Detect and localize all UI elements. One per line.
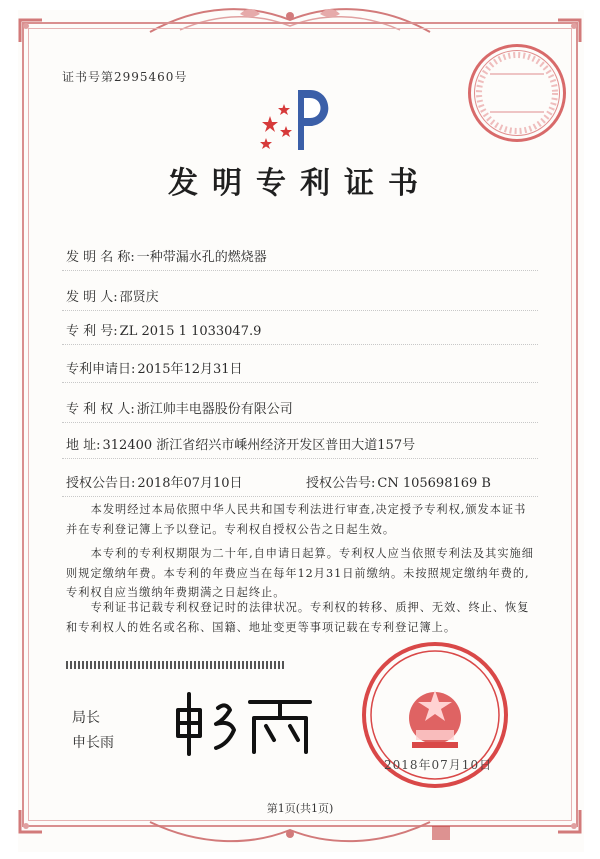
patent-number-row (66, 320, 261, 339)
field-label: 发 明 名 称: (66, 250, 135, 265)
term-paragraph: 本专利的专利权期限为二十年,自申请日起算。专利权人应当依照专利法及其实施细则规定缴纳年费。本专利的年费应当在每年12月31日前缴纳。未按照规定缴纳年费的,专利权自应当缴纳年费期满之日起终止。 (66, 547, 534, 599)
patentee-row (66, 398, 293, 417)
field-value: CN 105698169 B (377, 476, 491, 491)
top-right-stamp (468, 44, 566, 142)
field-value: 312400 浙江省绍兴市嵊州经济开发区普田大道157号 (102, 438, 416, 453)
field-label: 专 利 权 人: (66, 402, 135, 417)
statement-paragraph: 本发明经过本局依照中华人民共和国专利法进行审查,决定授予专利权,颁发本证书并在专利登记簿上予以登记。专利权自授权公告之日起生效。 (66, 503, 527, 536)
divider (62, 270, 538, 271)
watermark-icon (432, 826, 450, 840)
field-value: 邵贤庆 (119, 290, 159, 305)
field-label: 授权公告号: (306, 476, 376, 491)
application-date-row (66, 358, 243, 377)
inventor-row (66, 286, 159, 305)
watermark (432, 822, 582, 844)
certificate-title: 发明专利证书 (168, 166, 432, 201)
barcode-strip (66, 661, 286, 669)
divider (62, 344, 538, 345)
corner-ornament-icon (18, 18, 44, 44)
grant-date-row (66, 472, 243, 491)
field-label: 地 址: (66, 438, 101, 453)
field-value: 一种带漏水孔的燃烧器 (136, 250, 267, 265)
invention-name-row (66, 246, 267, 265)
field-label: 专利申请日: (66, 362, 136, 377)
signer-name: 申长雨 (72, 735, 114, 751)
signer-title: 局长 (72, 710, 100, 726)
certificate-number: 证书号第2995460号 (62, 70, 188, 84)
divider (62, 382, 538, 383)
patent-office-logo-icon (250, 82, 340, 154)
page-indicator: 第1页(共1页) (266, 802, 334, 815)
field-value: 浙江帅丰电器股份有限公司 (136, 402, 293, 417)
divider (62, 496, 538, 497)
divider (62, 310, 538, 311)
field-value: 2015年12月31日 (137, 362, 243, 377)
field-label: 发 明 人: (66, 290, 118, 305)
field-label: 授权公告日: (66, 476, 136, 491)
divider (62, 422, 538, 423)
field-value: ZL 2015 1 1033047.9 (119, 324, 262, 339)
seal-date: 2018年07月10日 (384, 758, 493, 772)
field-value: 2018年07月10日 (137, 476, 243, 491)
handwritten-signature (170, 688, 320, 760)
corner-ornament-icon (556, 18, 582, 44)
divider (62, 458, 538, 459)
address-row (66, 434, 415, 453)
bottom-ornament (140, 818, 440, 848)
field-label: 专 利 号: (66, 324, 118, 339)
record-paragraph: 专利证书记载专利权登记时的法律状况。专利权的转移、质押、无效、终止、恢复和专利权人的姓名或名称、国籍、地址变更等事项记载在专利登记簿上。 (66, 601, 530, 634)
grant-number-row (306, 472, 491, 491)
